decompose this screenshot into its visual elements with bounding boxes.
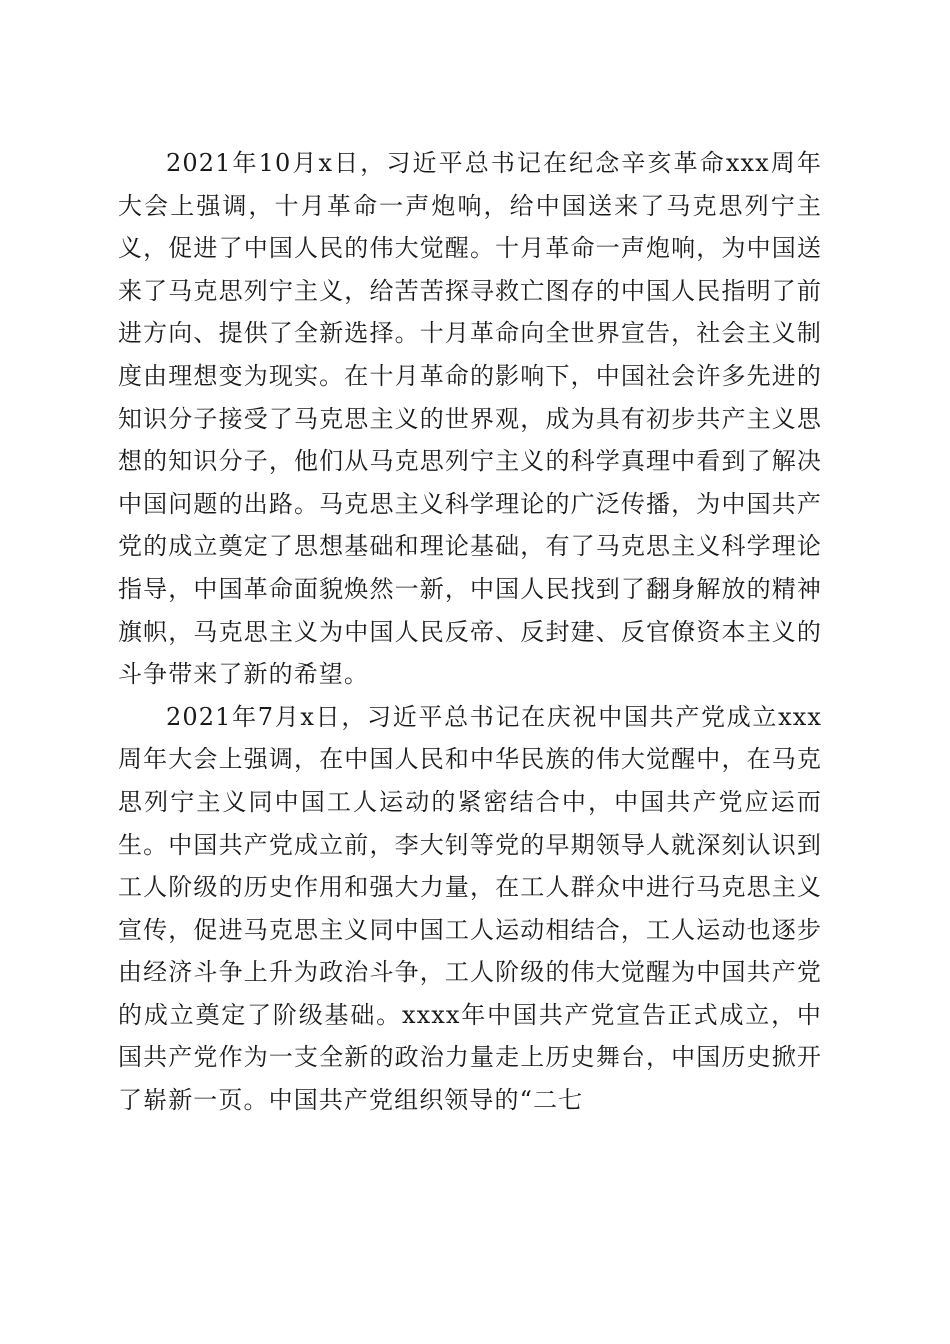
paragraph-2: 2021年7月x日，习近平总书记在庆祝中国共产党成立xxx周年大会上强调，在中国人民和中华民族的伟大觉醒中，在马克思列宁主义同中国工人运动的紧密结合中，中国共产党应运而生。中国共产党成立前，李大钊等党的早期领导人就深刻认识到工人阶级的历史作用和强大力量，在工人群众中进行马克思主义宣传，促进马克思主义同中国工人运动相结合，工人运动也逐步由经济斗争上升为政治斗争，工人阶级的伟大觉醒为中国共产党的成立奠定了阶级基础。xxxx年中国共产党宣告正式成立，中国共产党作为一支全新的政治力量走上历史舞台，中国历史掀开了崭新一页。中国共产党组织领导的“二七: [118, 702, 822, 1115]
paragraph-1: 2021年10月x日，习近平总书记在纪念辛亥革命xxx周年大会上强调，十月革命一声炮响，给中国送来了马克思列宁主义，促进了中国人民的伟大觉醒。十月革命一声炮响，为中国送来了马克思列宁主义，给苦苦探寻救亡图存的中国人民指明了前进方向、提供了全新选择。十月革命向全世界宣告，社会主义制度由理想变为现实。在十月革命的影响下，中国社会许多先进的知识分子接受了马克思主义的世界观，成为具有初步共产主义思想的知识分子，他们从马克思列宁主义的科学真理中看到了解决中国问题的出路。马克思主义科学理论的广泛传播，为中国共产党的成立奠定了思想基础和理论基础，有了马克思主义科学理论指导，中国革命面貌焕然一新，中国人民找到了翻身解放的精神旗帜，马克思主义为中国人民反帝、反封建、反官僚资本主义的斗争带来了新的希望。: [118, 149, 822, 689]
document-body: [118, 142, 822, 1122]
